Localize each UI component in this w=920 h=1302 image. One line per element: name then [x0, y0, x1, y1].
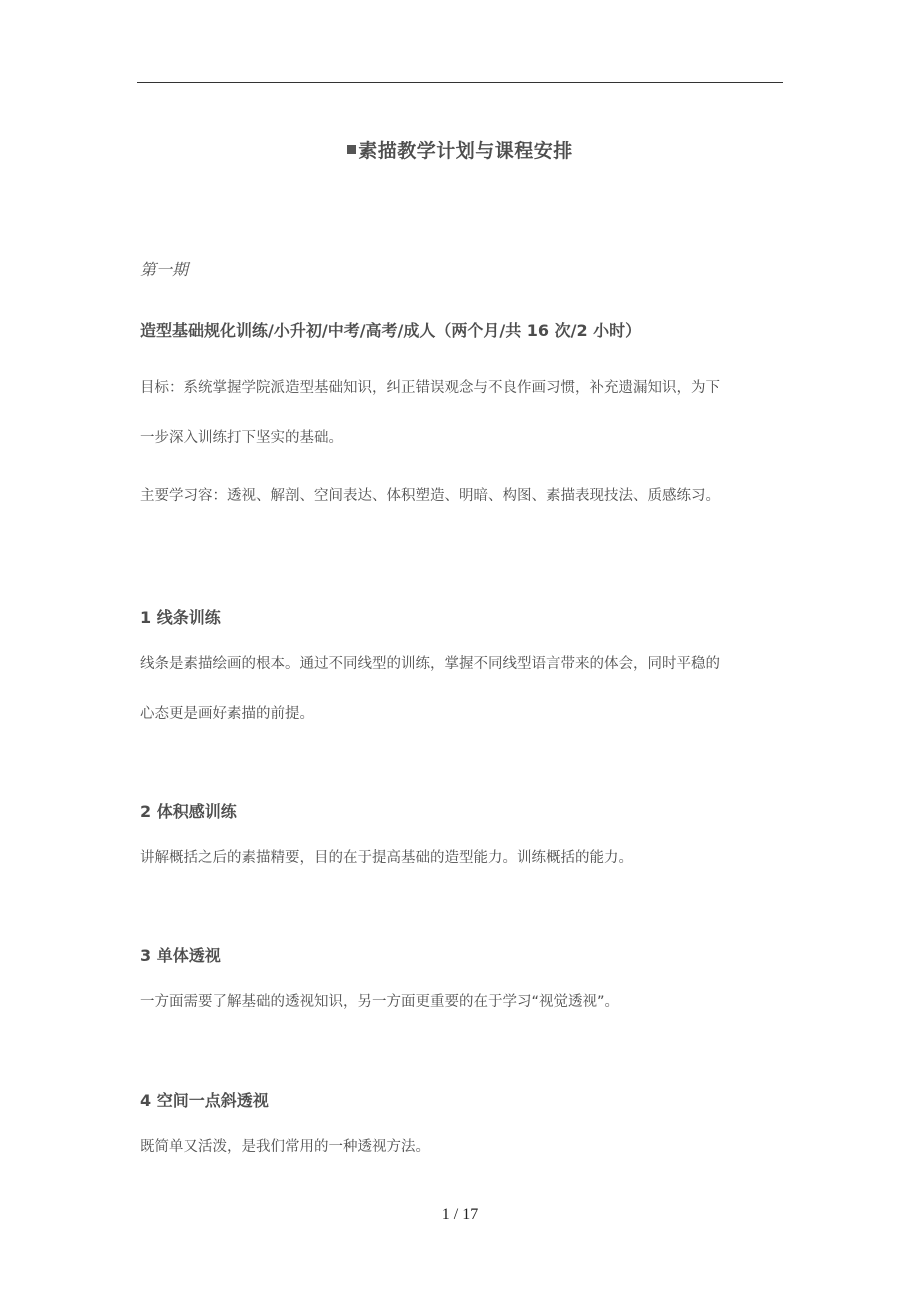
goal-paragraph-line-2: 一步深入训练打下坚实的基础。 [140, 430, 343, 446]
section-heading-3: 3 单体透视 [140, 946, 221, 965]
section-2-line-1: 讲解概括之后的素描精要，目的在于提高基础的造型能力。训练概括的能力。 [140, 850, 633, 866]
section-heading-4: 4 空间一点斜透视 [140, 1091, 269, 1110]
square-bullet-icon [347, 145, 356, 154]
header-rule [137, 82, 783, 83]
section-heading-2: 2 体积感训练 [140, 802, 237, 821]
page-number: 1 / 17 [441, 1206, 479, 1223]
document-title-text: 素描教学计划与课程安排 [358, 140, 573, 162]
section-1-line-1: 线条是素描绘画的根本。通过不同线型的训练，掌握不同线型语言带来的体会，同时平稳的 [140, 656, 720, 672]
section-1-line-2: 心态更是画好素描的前提。 [140, 706, 314, 722]
section-4-line-1: 既简单又活泼，是我们常用的一种透视方法。 [140, 1139, 430, 1155]
period-label: 第一期 [140, 260, 189, 279]
course-title: 造型基础规化训练/小升初/中考/高考/成人（两个月/共 16 次/2 小时） [140, 321, 642, 340]
document-title [0, 136, 920, 163]
section-3-line-1: 一方面需要了解基础的透视知识，另一方面更重要的在于学习“视觉透视”。 [140, 994, 620, 1010]
goal-paragraph-line-1: 目标：系统掌握学院派造型基础知识，纠正错误观念与不良作画习惯，补充遗漏知识，为下 [140, 380, 720, 396]
content-paragraph: 主要学习容：透视、解剖、空间表达、体积塑造、明暗、构图、素描表现技法、质感练习。 [140, 488, 720, 504]
section-heading-1: 1 线条训练 [140, 608, 221, 627]
